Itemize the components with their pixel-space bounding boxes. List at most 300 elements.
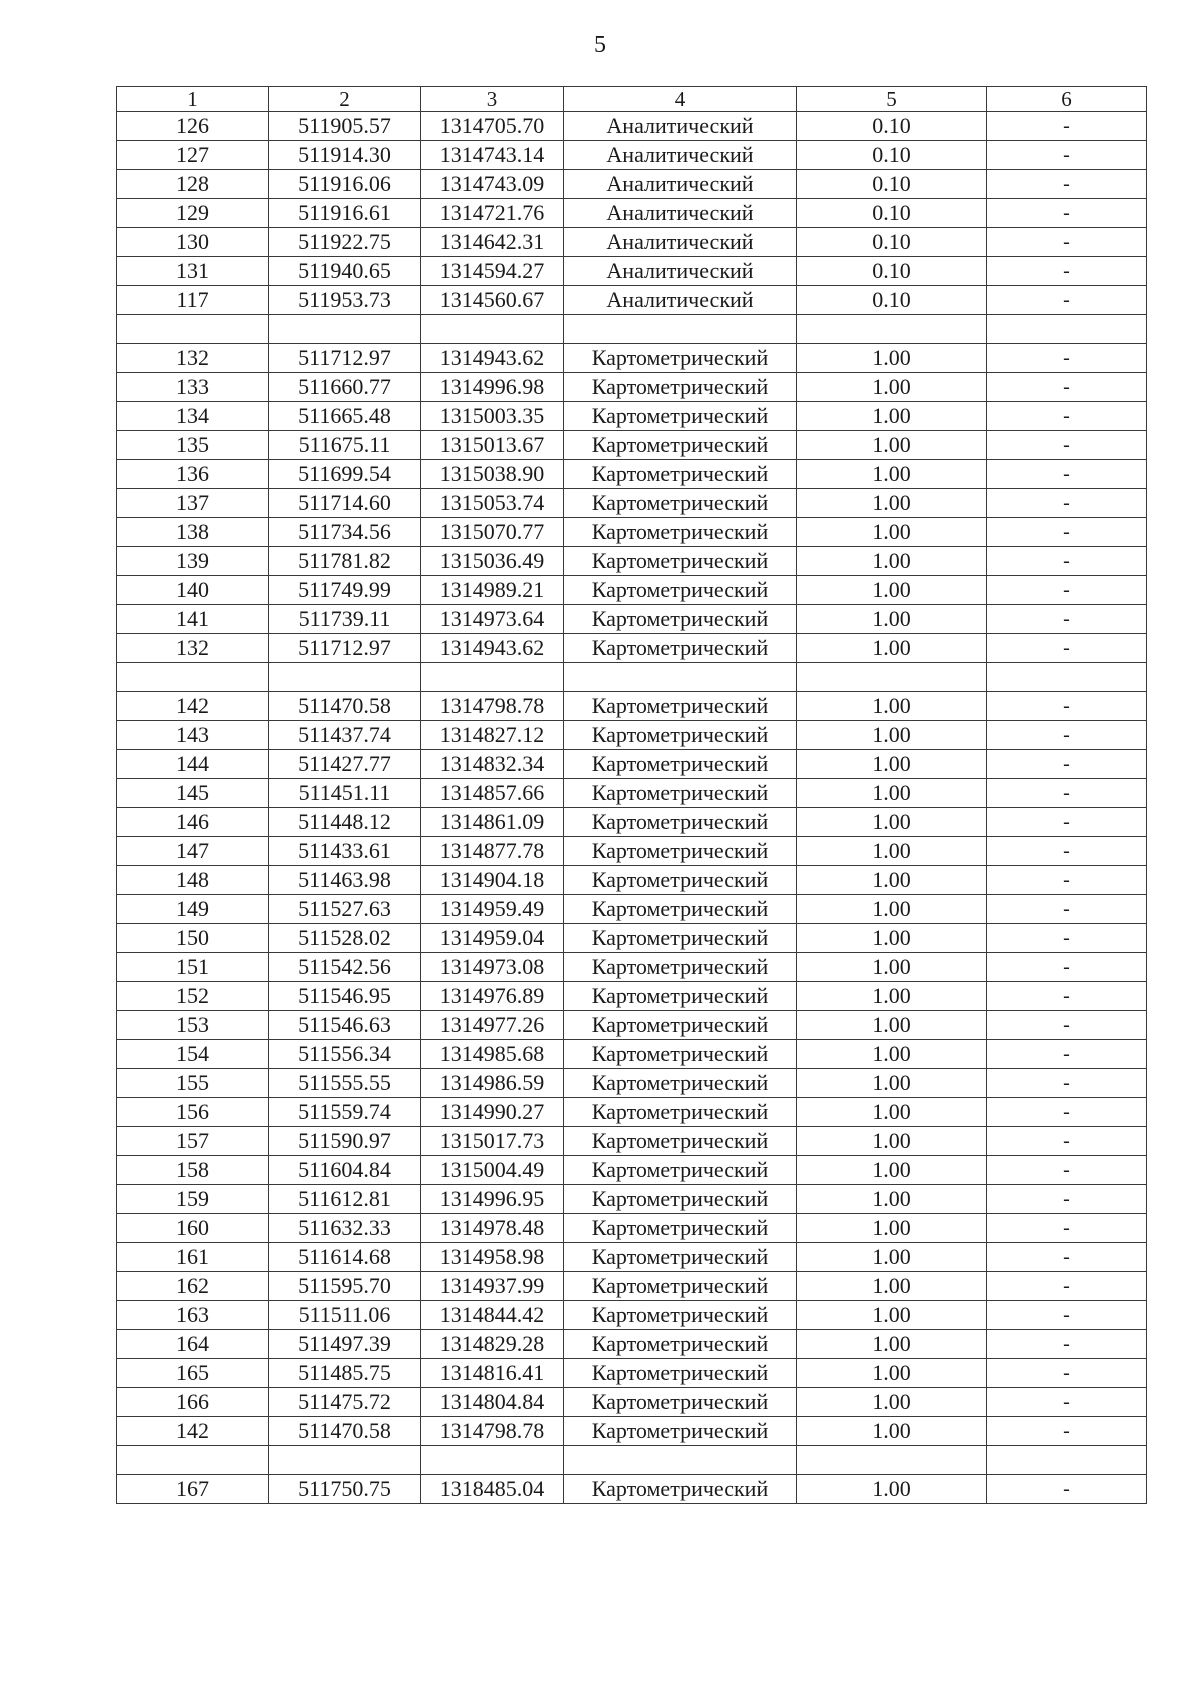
method-cell: Картометрический (564, 692, 797, 721)
y-coordinate-cell: 1314996.95 (421, 1185, 564, 1214)
page-number: 5 (594, 32, 606, 58)
x-coordinate-cell: 511546.95 (269, 982, 421, 1011)
point-number-cell: 129 (117, 199, 269, 228)
accuracy-cell: 1.00 (797, 721, 987, 750)
x-coordinate-cell: 511660.77 (269, 373, 421, 402)
accuracy-cell: 1.00 (797, 1185, 987, 1214)
point-number-cell: 160 (117, 1214, 269, 1243)
x-coordinate-cell: 511604.84 (269, 1156, 421, 1185)
note-cell: - (987, 1069, 1147, 1098)
method-cell: Картометрический (564, 779, 797, 808)
x-coordinate-cell: 511448.12 (269, 808, 421, 837)
method-cell: Картометрический (564, 1330, 797, 1359)
y-coordinate-cell: 1314959.49 (421, 895, 564, 924)
accuracy-cell: 1.00 (797, 895, 987, 924)
table-row (117, 1098, 1147, 1127)
accuracy-cell: 1.00 (797, 866, 987, 895)
table-row (117, 576, 1147, 605)
accuracy-cell: 0.10 (797, 257, 987, 286)
x-coordinate-cell: 511712.97 (269, 634, 421, 663)
point-number-cell: 140 (117, 576, 269, 605)
y-coordinate-cell: 1314973.64 (421, 605, 564, 634)
y-coordinate-cell: 1314857.66 (421, 779, 564, 808)
y-coordinate-cell: 1314958.98 (421, 1243, 564, 1272)
note-cell: - (987, 982, 1147, 1011)
table-row (117, 1185, 1147, 1214)
x-coordinate-cell: 511451.11 (269, 779, 421, 808)
accuracy-cell: 1.00 (797, 953, 987, 982)
header-cell-6: 6 (987, 87, 1147, 112)
table-row (117, 808, 1147, 837)
note-cell: - (987, 1388, 1147, 1417)
table-row (117, 1301, 1147, 1330)
point-number-cell: 158 (117, 1156, 269, 1185)
table-row (117, 402, 1147, 431)
table-row (117, 779, 1147, 808)
note-cell: - (987, 460, 1147, 489)
x-coordinate-cell: 511953.73 (269, 286, 421, 315)
y-coordinate-cell: 1314978.48 (421, 1214, 564, 1243)
method-cell: Картометрический (564, 373, 797, 402)
empty-cell (421, 315, 564, 344)
x-coordinate-cell: 511922.75 (269, 228, 421, 257)
accuracy-cell: 1.00 (797, 924, 987, 953)
point-number-cell: 148 (117, 866, 269, 895)
point-number-cell: 159 (117, 1185, 269, 1214)
x-coordinate-cell: 511475.72 (269, 1388, 421, 1417)
y-coordinate-cell: 1315013.67 (421, 431, 564, 460)
note-cell: - (987, 1185, 1147, 1214)
point-number-cell: 132 (117, 634, 269, 663)
empty-cell (797, 663, 987, 692)
table-row (117, 547, 1147, 576)
empty-cell (117, 663, 269, 692)
note-cell: - (987, 257, 1147, 286)
accuracy-cell: 0.10 (797, 199, 987, 228)
table-row (117, 431, 1147, 460)
table-row (117, 257, 1147, 286)
method-cell: Картометрический (564, 634, 797, 663)
y-coordinate-cell: 1314642.31 (421, 228, 564, 257)
method-cell: Картометрический (564, 431, 797, 460)
y-coordinate-cell: 1314827.12 (421, 721, 564, 750)
point-number-cell: 161 (117, 1243, 269, 1272)
method-cell: Аналитический (564, 141, 797, 170)
separator-row (117, 1446, 1147, 1475)
note-cell: - (987, 866, 1147, 895)
note-cell: - (987, 1330, 1147, 1359)
accuracy-cell: 1.00 (797, 837, 987, 866)
header-cell-5: 5 (797, 87, 987, 112)
x-coordinate-cell: 511470.58 (269, 1417, 421, 1446)
note-cell: - (987, 924, 1147, 953)
y-coordinate-cell: 1314973.08 (421, 953, 564, 982)
empty-cell (269, 1446, 421, 1475)
method-cell: Аналитический (564, 286, 797, 315)
empty-cell (421, 1446, 564, 1475)
empty-cell (117, 315, 269, 344)
x-coordinate-cell: 511712.97 (269, 344, 421, 373)
table-row (117, 373, 1147, 402)
header-cell-4: 4 (564, 87, 797, 112)
table-row (117, 1040, 1147, 1069)
table-row (117, 460, 1147, 489)
table-row (117, 170, 1147, 199)
accuracy-cell: 1.00 (797, 1272, 987, 1301)
point-number-cell: 134 (117, 402, 269, 431)
note-cell: - (987, 286, 1147, 315)
point-number-cell: 144 (117, 750, 269, 779)
point-number-cell: 154 (117, 1040, 269, 1069)
empty-cell (421, 663, 564, 692)
table-row (117, 1475, 1147, 1504)
point-number-cell: 150 (117, 924, 269, 953)
point-number-cell: 117 (117, 286, 269, 315)
accuracy-cell: 1.00 (797, 1243, 987, 1272)
x-coordinate-cell: 511511.06 (269, 1301, 421, 1330)
x-coordinate-cell: 511528.02 (269, 924, 421, 953)
method-cell: Картометрический (564, 895, 797, 924)
table-row (117, 1069, 1147, 1098)
x-coordinate-cell: 511699.54 (269, 460, 421, 489)
method-cell: Картометрический (564, 837, 797, 866)
point-number-cell: 153 (117, 1011, 269, 1040)
method-cell: Аналитический (564, 112, 797, 141)
empty-cell (797, 1446, 987, 1475)
point-number-cell: 162 (117, 1272, 269, 1301)
method-cell: Картометрический (564, 1475, 797, 1504)
accuracy-cell: 1.00 (797, 982, 987, 1011)
method-cell: Аналитический (564, 228, 797, 257)
note-cell: - (987, 1272, 1147, 1301)
accuracy-cell: 1.00 (797, 1069, 987, 1098)
note-cell: - (987, 518, 1147, 547)
method-cell: Картометрический (564, 953, 797, 982)
table-row (117, 1359, 1147, 1388)
accuracy-cell: 0.10 (797, 141, 987, 170)
y-coordinate-cell: 1314937.99 (421, 1272, 564, 1301)
x-coordinate-cell: 511916.61 (269, 199, 421, 228)
method-cell: Картометрический (564, 1040, 797, 1069)
point-number-cell: 135 (117, 431, 269, 460)
method-cell: Картометрический (564, 1272, 797, 1301)
note-cell: - (987, 1417, 1147, 1446)
point-number-cell: 156 (117, 1098, 269, 1127)
y-coordinate-cell: 1314816.41 (421, 1359, 564, 1388)
accuracy-cell: 1.00 (797, 518, 987, 547)
y-coordinate-cell: 1318485.04 (421, 1475, 564, 1504)
note-cell: - (987, 692, 1147, 721)
point-number-cell: 131 (117, 257, 269, 286)
method-cell: Картометрический (564, 547, 797, 576)
method-cell: Картометрический (564, 1243, 797, 1272)
accuracy-cell: 0.10 (797, 112, 987, 141)
empty-cell (987, 663, 1147, 692)
table-row (117, 1330, 1147, 1359)
y-coordinate-cell: 1314943.62 (421, 344, 564, 373)
method-cell: Картометрический (564, 866, 797, 895)
x-coordinate-cell: 511614.68 (269, 1243, 421, 1272)
y-coordinate-cell: 1314705.70 (421, 112, 564, 141)
accuracy-cell: 1.00 (797, 373, 987, 402)
note-cell: - (987, 605, 1147, 634)
point-number-cell: 146 (117, 808, 269, 837)
y-coordinate-cell: 1314861.09 (421, 808, 564, 837)
note-cell: - (987, 141, 1147, 170)
method-cell: Картометрический (564, 1156, 797, 1185)
point-number-cell: 141 (117, 605, 269, 634)
note-cell: - (987, 808, 1147, 837)
accuracy-cell: 1.00 (797, 460, 987, 489)
method-cell: Аналитический (564, 257, 797, 286)
accuracy-cell: 1.00 (797, 1127, 987, 1156)
method-cell: Картометрический (564, 1359, 797, 1388)
note-cell: - (987, 779, 1147, 808)
table-row (117, 1417, 1147, 1446)
empty-cell (564, 1446, 797, 1475)
table-row (117, 199, 1147, 228)
accuracy-cell: 1.00 (797, 808, 987, 837)
method-cell: Картометрический (564, 1417, 797, 1446)
y-coordinate-cell: 1314832.34 (421, 750, 564, 779)
method-cell: Картометрический (564, 460, 797, 489)
x-coordinate-cell: 511470.58 (269, 692, 421, 721)
point-number-cell: 149 (117, 895, 269, 924)
y-coordinate-cell: 1314804.84 (421, 1388, 564, 1417)
y-coordinate-cell: 1314743.14 (421, 141, 564, 170)
table-row (117, 721, 1147, 750)
point-number-cell: 137 (117, 489, 269, 518)
note-cell: - (987, 1156, 1147, 1185)
note-cell: - (987, 1475, 1147, 1504)
point-number-cell: 167 (117, 1475, 269, 1504)
y-coordinate-cell: 1314798.78 (421, 1417, 564, 1446)
point-number-cell: 166 (117, 1388, 269, 1417)
accuracy-cell: 1.00 (797, 605, 987, 634)
y-coordinate-cell: 1314798.78 (421, 692, 564, 721)
note-cell: - (987, 373, 1147, 402)
table-row (117, 286, 1147, 315)
x-coordinate-cell: 511427.77 (269, 750, 421, 779)
table-row (117, 1214, 1147, 1243)
y-coordinate-cell: 1314877.78 (421, 837, 564, 866)
empty-cell (269, 315, 421, 344)
method-cell: Картометрический (564, 1127, 797, 1156)
x-coordinate-cell: 511556.34 (269, 1040, 421, 1069)
point-number-cell: 138 (117, 518, 269, 547)
table-row (117, 344, 1147, 373)
y-coordinate-cell: 1315053.74 (421, 489, 564, 518)
y-coordinate-cell: 1314996.98 (421, 373, 564, 402)
note-cell: - (987, 837, 1147, 866)
accuracy-cell: 1.00 (797, 1330, 987, 1359)
empty-cell (564, 315, 797, 344)
note-cell: - (987, 1040, 1147, 1069)
note-cell: - (987, 1098, 1147, 1127)
note-cell: - (987, 170, 1147, 199)
empty-cell (269, 663, 421, 692)
method-cell: Картометрический (564, 518, 797, 547)
accuracy-cell: 1.00 (797, 1011, 987, 1040)
point-number-cell: 139 (117, 547, 269, 576)
method-cell: Картометрический (564, 1301, 797, 1330)
table-row (117, 489, 1147, 518)
note-cell: - (987, 547, 1147, 576)
y-coordinate-cell: 1315017.73 (421, 1127, 564, 1156)
table-row (117, 692, 1147, 721)
y-coordinate-cell: 1315038.90 (421, 460, 564, 489)
point-number-cell: 142 (117, 1417, 269, 1446)
table-row (117, 1388, 1147, 1417)
point-number-cell: 163 (117, 1301, 269, 1330)
accuracy-cell: 1.00 (797, 402, 987, 431)
coordinates-table (116, 86, 1147, 1504)
note-cell: - (987, 750, 1147, 779)
accuracy-cell: 1.00 (797, 1417, 987, 1446)
point-number-cell: 165 (117, 1359, 269, 1388)
x-coordinate-cell: 511542.56 (269, 953, 421, 982)
y-coordinate-cell: 1314977.26 (421, 1011, 564, 1040)
empty-cell (564, 663, 797, 692)
empty-cell (797, 315, 987, 344)
point-number-cell: 127 (117, 141, 269, 170)
note-cell: - (987, 402, 1147, 431)
y-coordinate-cell: 1314594.27 (421, 257, 564, 286)
accuracy-cell: 1.00 (797, 692, 987, 721)
point-number-cell: 128 (117, 170, 269, 199)
x-coordinate-cell: 511527.63 (269, 895, 421, 924)
note-cell: - (987, 1214, 1147, 1243)
empty-cell (987, 315, 1147, 344)
note-cell: - (987, 199, 1147, 228)
accuracy-cell: 1.00 (797, 1098, 987, 1127)
header-cell-1: 1 (117, 87, 269, 112)
point-number-cell: 157 (117, 1127, 269, 1156)
x-coordinate-cell: 511675.11 (269, 431, 421, 460)
table-row (117, 866, 1147, 895)
point-number-cell: 142 (117, 692, 269, 721)
x-coordinate-cell: 511612.81 (269, 1185, 421, 1214)
method-cell: Картометрический (564, 924, 797, 953)
x-coordinate-cell: 511905.57 (269, 112, 421, 141)
table-row (117, 750, 1147, 779)
point-number-cell: 151 (117, 953, 269, 982)
accuracy-cell: 1.00 (797, 1301, 987, 1330)
accuracy-cell: 1.00 (797, 750, 987, 779)
accuracy-cell: 1.00 (797, 547, 987, 576)
empty-cell (117, 1446, 269, 1475)
x-coordinate-cell: 511914.30 (269, 141, 421, 170)
x-coordinate-cell: 511555.55 (269, 1069, 421, 1098)
note-cell: - (987, 112, 1147, 141)
separator-row (117, 315, 1147, 344)
note-cell: - (987, 634, 1147, 663)
table-row (117, 1156, 1147, 1185)
method-cell: Картометрический (564, 982, 797, 1011)
x-coordinate-cell: 511781.82 (269, 547, 421, 576)
note-cell: - (987, 431, 1147, 460)
y-coordinate-cell: 1314989.21 (421, 576, 564, 605)
point-number-cell: 130 (117, 228, 269, 257)
point-number-cell: 147 (117, 837, 269, 866)
note-cell: - (987, 1243, 1147, 1272)
empty-cell (987, 1446, 1147, 1475)
table-row (117, 953, 1147, 982)
accuracy-cell: 1.00 (797, 489, 987, 518)
method-cell: Картометрический (564, 1388, 797, 1417)
method-cell: Картометрический (564, 1069, 797, 1098)
y-coordinate-cell: 1314976.89 (421, 982, 564, 1011)
accuracy-cell: 1.00 (797, 779, 987, 808)
point-number-cell: 145 (117, 779, 269, 808)
note-cell: - (987, 489, 1147, 518)
table-row (117, 1011, 1147, 1040)
method-cell: Картометрический (564, 402, 797, 431)
x-coordinate-cell: 511750.75 (269, 1475, 421, 1504)
table-row (117, 228, 1147, 257)
header-cell-3: 3 (421, 87, 564, 112)
table-row (117, 112, 1147, 141)
y-coordinate-cell: 1314829.28 (421, 1330, 564, 1359)
table-row (117, 924, 1147, 953)
method-cell: Картометрический (564, 344, 797, 373)
accuracy-cell: 1.00 (797, 1475, 987, 1504)
y-coordinate-cell: 1314560.67 (421, 286, 564, 315)
point-number-cell: 152 (117, 982, 269, 1011)
point-number-cell: 133 (117, 373, 269, 402)
table-row (117, 1272, 1147, 1301)
header-cell-2: 2 (269, 87, 421, 112)
y-coordinate-cell: 1314986.59 (421, 1069, 564, 1098)
point-number-cell: 143 (117, 721, 269, 750)
y-coordinate-cell: 1315003.35 (421, 402, 564, 431)
table-header-row (117, 87, 1147, 112)
x-coordinate-cell: 511437.74 (269, 721, 421, 750)
y-coordinate-cell: 1314943.62 (421, 634, 564, 663)
y-coordinate-cell: 1314959.04 (421, 924, 564, 953)
note-cell: - (987, 228, 1147, 257)
point-number-cell: 155 (117, 1069, 269, 1098)
table-row (117, 895, 1147, 924)
accuracy-cell: 0.10 (797, 286, 987, 315)
point-number-cell: 126 (117, 112, 269, 141)
method-cell: Аналитический (564, 170, 797, 199)
accuracy-cell: 1.00 (797, 634, 987, 663)
x-coordinate-cell: 511546.63 (269, 1011, 421, 1040)
y-coordinate-cell: 1314904.18 (421, 866, 564, 895)
table-row (117, 634, 1147, 663)
method-cell: Аналитический (564, 199, 797, 228)
accuracy-cell: 1.00 (797, 576, 987, 605)
method-cell: Картометрический (564, 1098, 797, 1127)
y-coordinate-cell: 1314990.27 (421, 1098, 564, 1127)
table-row (117, 518, 1147, 547)
point-number-cell: 132 (117, 344, 269, 373)
accuracy-cell: 1.00 (797, 1359, 987, 1388)
accuracy-cell: 1.00 (797, 1388, 987, 1417)
table-row (117, 1127, 1147, 1156)
method-cell: Картометрический (564, 1185, 797, 1214)
y-coordinate-cell: 1314985.68 (421, 1040, 564, 1069)
method-cell: Картометрический (564, 1011, 797, 1040)
point-number-cell: 164 (117, 1330, 269, 1359)
y-coordinate-cell: 1315004.49 (421, 1156, 564, 1185)
x-coordinate-cell: 511485.75 (269, 1359, 421, 1388)
accuracy-cell: 0.10 (797, 170, 987, 199)
method-cell: Картометрический (564, 721, 797, 750)
x-coordinate-cell: 511739.11 (269, 605, 421, 634)
accuracy-cell: 1.00 (797, 344, 987, 373)
